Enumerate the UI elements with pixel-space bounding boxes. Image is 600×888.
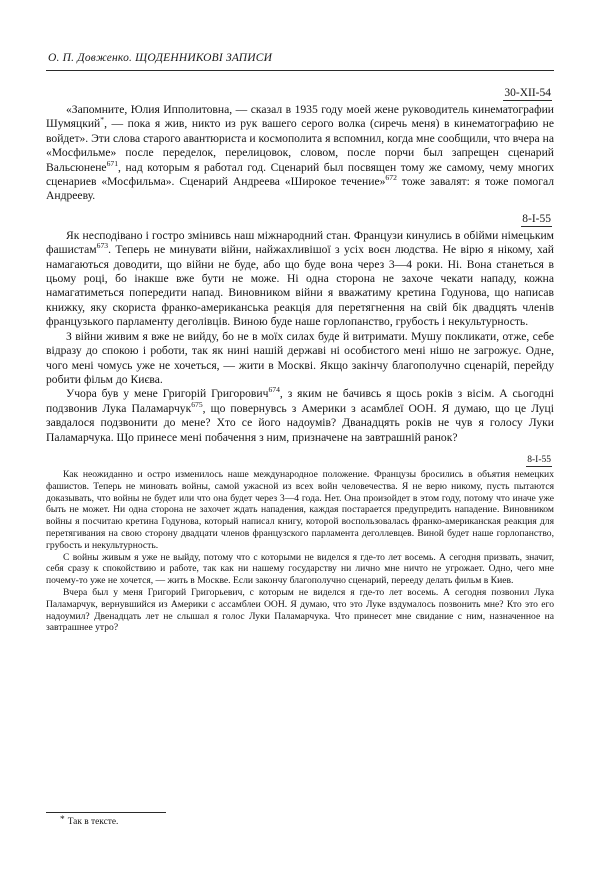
entry-date-3-text: 8-I-55	[527, 454, 551, 465]
footnote-body: Так в тексте.	[67, 817, 119, 827]
footnote-marker: *	[60, 815, 65, 825]
footnote-text	[46, 817, 554, 828]
entry-2-paragraph-2: З війни живим я вже не вийду, бо не в моїх силах буде й витримати. Мушу покликати, отже, себе відразу до спокою і роботи, так як нині нашій державі ні особистого мені нішо не загрожує. Одне, чого мені чомусь уже не хочеться, — жити в Москві. Якщо закінчу благополучно сценарій, перейду робити фільм до Києва.	[46, 329, 554, 386]
entry-3-paragraph-2: С войны живым я уже не выйду, потому что с которыми не виделся я где-то лет восемь. А сегодня призвать, значит, себя сразу к спокойствию и работе, так как ни нашему государству ни лично мне ничто не угрожает. Одно, чего мне почему-то уже не хочется, — жить в Москве. Если закончу благополучно сценарий, перееду делать фильм в Киев.	[46, 551, 554, 587]
entry-2-paragraph-3: Учора був у мене Григорій Григорович$^{674}$, з яким не бачивсь я щось років з вісім. А сьогодні подзвонив Лука Паламарчук$^{675}$, що повернувсь з Америки з асамблеї ООН. Я думаю, що це Луці завдалося подзвонити до мене? Хто се його надоумів? Дванадцять років не чув я голосу Луки Паламарчука. Що принесе мені побачення з ним, призначене на завтрашній ранок?	[46, 385, 555, 444]
entry-1-paragraph-1: «Запомните, Юлия Ипполитовна, — сказал в 1935 году моей жене руководитель кинематографии Шумяцкий*, — пока я жив, никто из рук вашего серого волка (сиречь меня) в кинематографию не войдет». Эти слова старого авантюриста и космополита я вспомнил, когда мне сообщили, что вчера на «Мосфильме» после переделок, перелицовок, словом, после порчи был запрещен сценарий Вальсюнене$^{671}$, над которым я работал год. Сценарий был посвящен тому же самому, чему многих сценариев «Мосфильма». Сценарий Андреева «Широкое течение»$^{672}$ тоже завалят: я тоже помогал Андрееву.	[46, 103, 554, 203]
footnote-divider	[46, 812, 166, 813]
entry-date-3	[46, 453, 554, 467]
diary-entry-1	[46, 87, 554, 204]
entry-2-paragraph-1: Як несподівано і гостро змінивсь наш міжнародний стан. Французи кинулись в обійми німецьким фашистам$^{673}$. Теперь не минувати війни, найжахливішої з усіх воєн людства. Не вірю я нікому, хай намагаються доводити, що війни не буде, або що буде вона через 3—4 роки. Ні. Вона станеться в цьому році, бо інакше вже бути не може. Ні одна сторона не захоче чекати нападу, кожна намагатиметься попередити напад. Виновником війни я вважатиму кретина Годунова, що написав книжку, яку скориста франко-американська реакція для перетягнення на свій бік двадцять членів французького парламенту деголівців. Виною буде наше горлопанство, грубость і некультурность.	[46, 228, 554, 329]
header-divider	[46, 70, 554, 71]
entry-date-1-text: 30-XII-54	[504, 87, 551, 99]
entry-date-1	[46, 87, 554, 101]
running-head: О. П. Довженко. ЩОДЕННИКОВІ ЗАПИСИ	[48, 52, 273, 64]
entry-3-paragraph-3: Вчера был у меня Григорий Григорьевич, с которым не виделся я где-то лет восемь. А сегодня позвонил Лука Паламарчук, вернувшийся из Америки с ассамблеи ООН. Я думаю, что это Луке вздумалось позвонить мне? Кто это его надоумил? Двенадцать лет не слышал я голос Луки Паламарчука. Что принесет мне свидание с ним, назначенное на завтрашнее утро?	[46, 586, 554, 634]
entry-3-paragraph-1: Как неожиданно и остро изменилось наше международное положение. Французы бросились в объятия немецких фашистов. Теперь не миновать войны, самой ужасной из всех войн человечества. Я не верю никому, пусть пытаются доказывать, что войны не будет или что она будет через 3—4 года. Нет. Она произойдет в этом году, потому что иначе уже быть не может. Ни одна сторона не захочет ждать нападения, каждая постарается предупредить нападение. Виновником войны я посчитаю кретина Годунова, который написал книгу, которой воспользовалась франко-американская реакция для перетягивания на свою сторону двадцати членов французского парламента деголлевцев. Виной будет наше горлопанство, грубость и некультурность.	[46, 468, 554, 551]
diary-entry-2	[46, 213, 554, 445]
spacer	[46, 206, 554, 213]
diary-entry-3	[46, 453, 554, 634]
entry-date-2-text: 8-I-55	[522, 212, 551, 225]
footnote-area	[46, 812, 554, 828]
entry-date-2	[46, 213, 554, 227]
